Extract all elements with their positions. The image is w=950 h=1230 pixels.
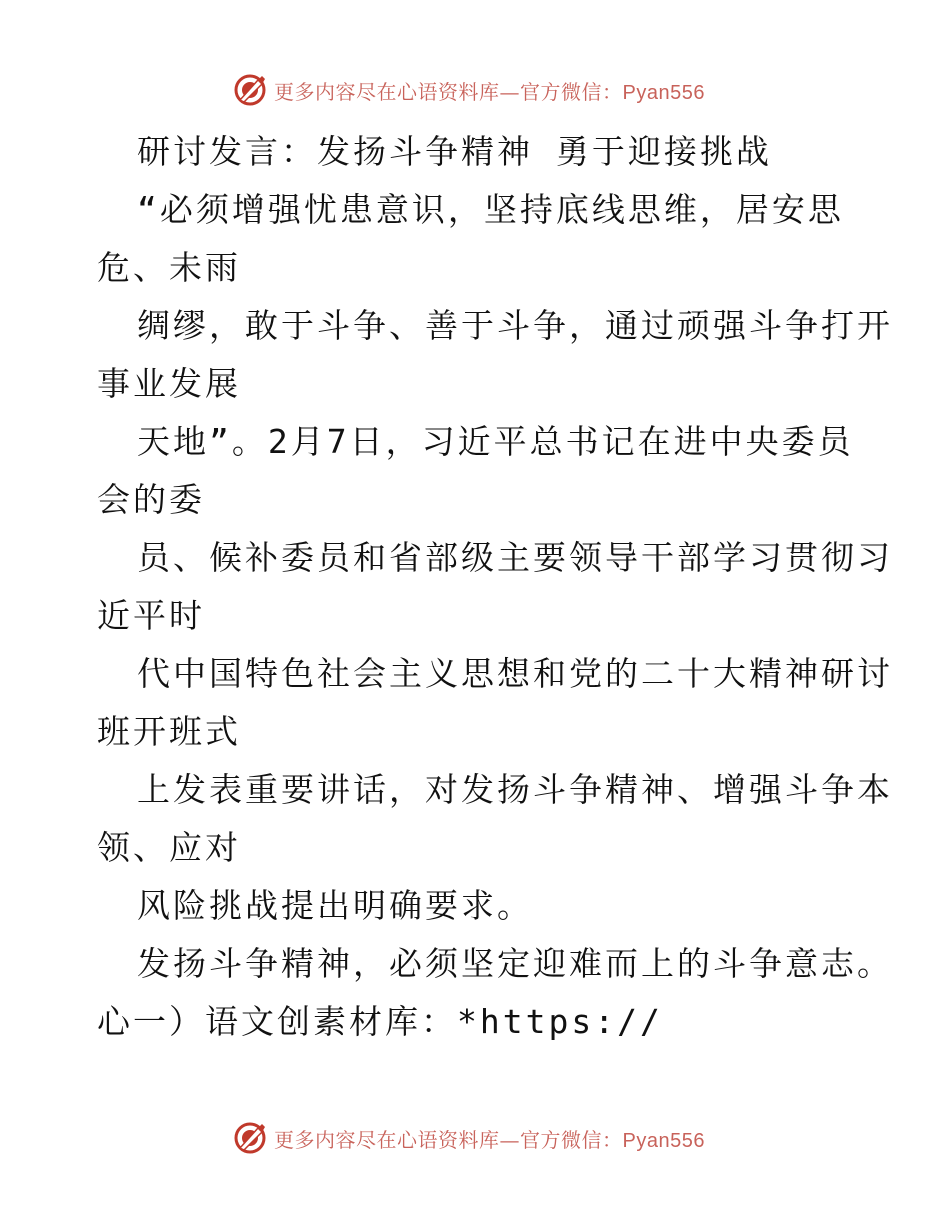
paragraph-line: 风险挑战提出明确要求。 xyxy=(137,886,533,925)
watermark-wechat-id: Pyan556 xyxy=(622,81,705,104)
paragraph-line: 代中国特色社会主义思想和党的二十大精神研讨 xyxy=(137,654,893,693)
paragraph-line: 会的委 xyxy=(97,480,205,519)
paragraph-line: 事业发展 xyxy=(97,364,241,403)
paragraph-line: 心一）语文创素材库：*https:// xyxy=(97,1002,663,1041)
watermark-official-label: 官方微信： xyxy=(520,79,623,104)
paragraph-line: 员、候补委员和省部级主要领导干部学习贯彻习 xyxy=(137,538,893,577)
watermark-separator: — xyxy=(499,79,520,104)
paragraph-line: 绸缪，敢于斗争、善于斗争，通过顽强斗争打开 xyxy=(137,306,893,345)
watermark-cn: 更多内容尽在心语资料库 xyxy=(274,79,500,104)
watermark-separator: — xyxy=(499,1127,520,1152)
watermark-official-label: 官方微信： xyxy=(520,1127,623,1152)
paragraph-line: 天地”。2月7日，习近平总书记在进中央委员 xyxy=(137,422,854,461)
paragraph-line: 上发表重要讲话，对发扬斗争精神、增强斗争本 xyxy=(137,770,893,809)
watermark-text xyxy=(274,76,705,105)
paragraph-line: 领、应对 xyxy=(97,828,241,867)
document-title: 研讨发言：发扬斗争精神 勇于迎接挑战 xyxy=(137,132,772,171)
watermark-wechat-id: Pyan556 xyxy=(622,1129,705,1152)
watermark-cn: 更多内容尽在心语资料库 xyxy=(274,1127,500,1152)
pen-logo-icon xyxy=(232,72,268,108)
watermark-text xyxy=(274,1124,705,1153)
footer-watermark xyxy=(232,1118,705,1158)
paragraph-line: 发扬斗争精神，必须坚定迎难而上的斗争意志。 xyxy=(137,944,893,983)
paragraph-line: 班开班式 xyxy=(97,712,241,751)
header-watermark xyxy=(232,70,705,110)
pen-logo-icon xyxy=(232,1120,268,1156)
paragraph-line: “必须增强忧患意识，坚持底线思维，居安思 xyxy=(137,190,844,229)
paragraph-line: 危、未雨 xyxy=(97,248,241,287)
paragraph-line: 近平时 xyxy=(97,596,205,635)
